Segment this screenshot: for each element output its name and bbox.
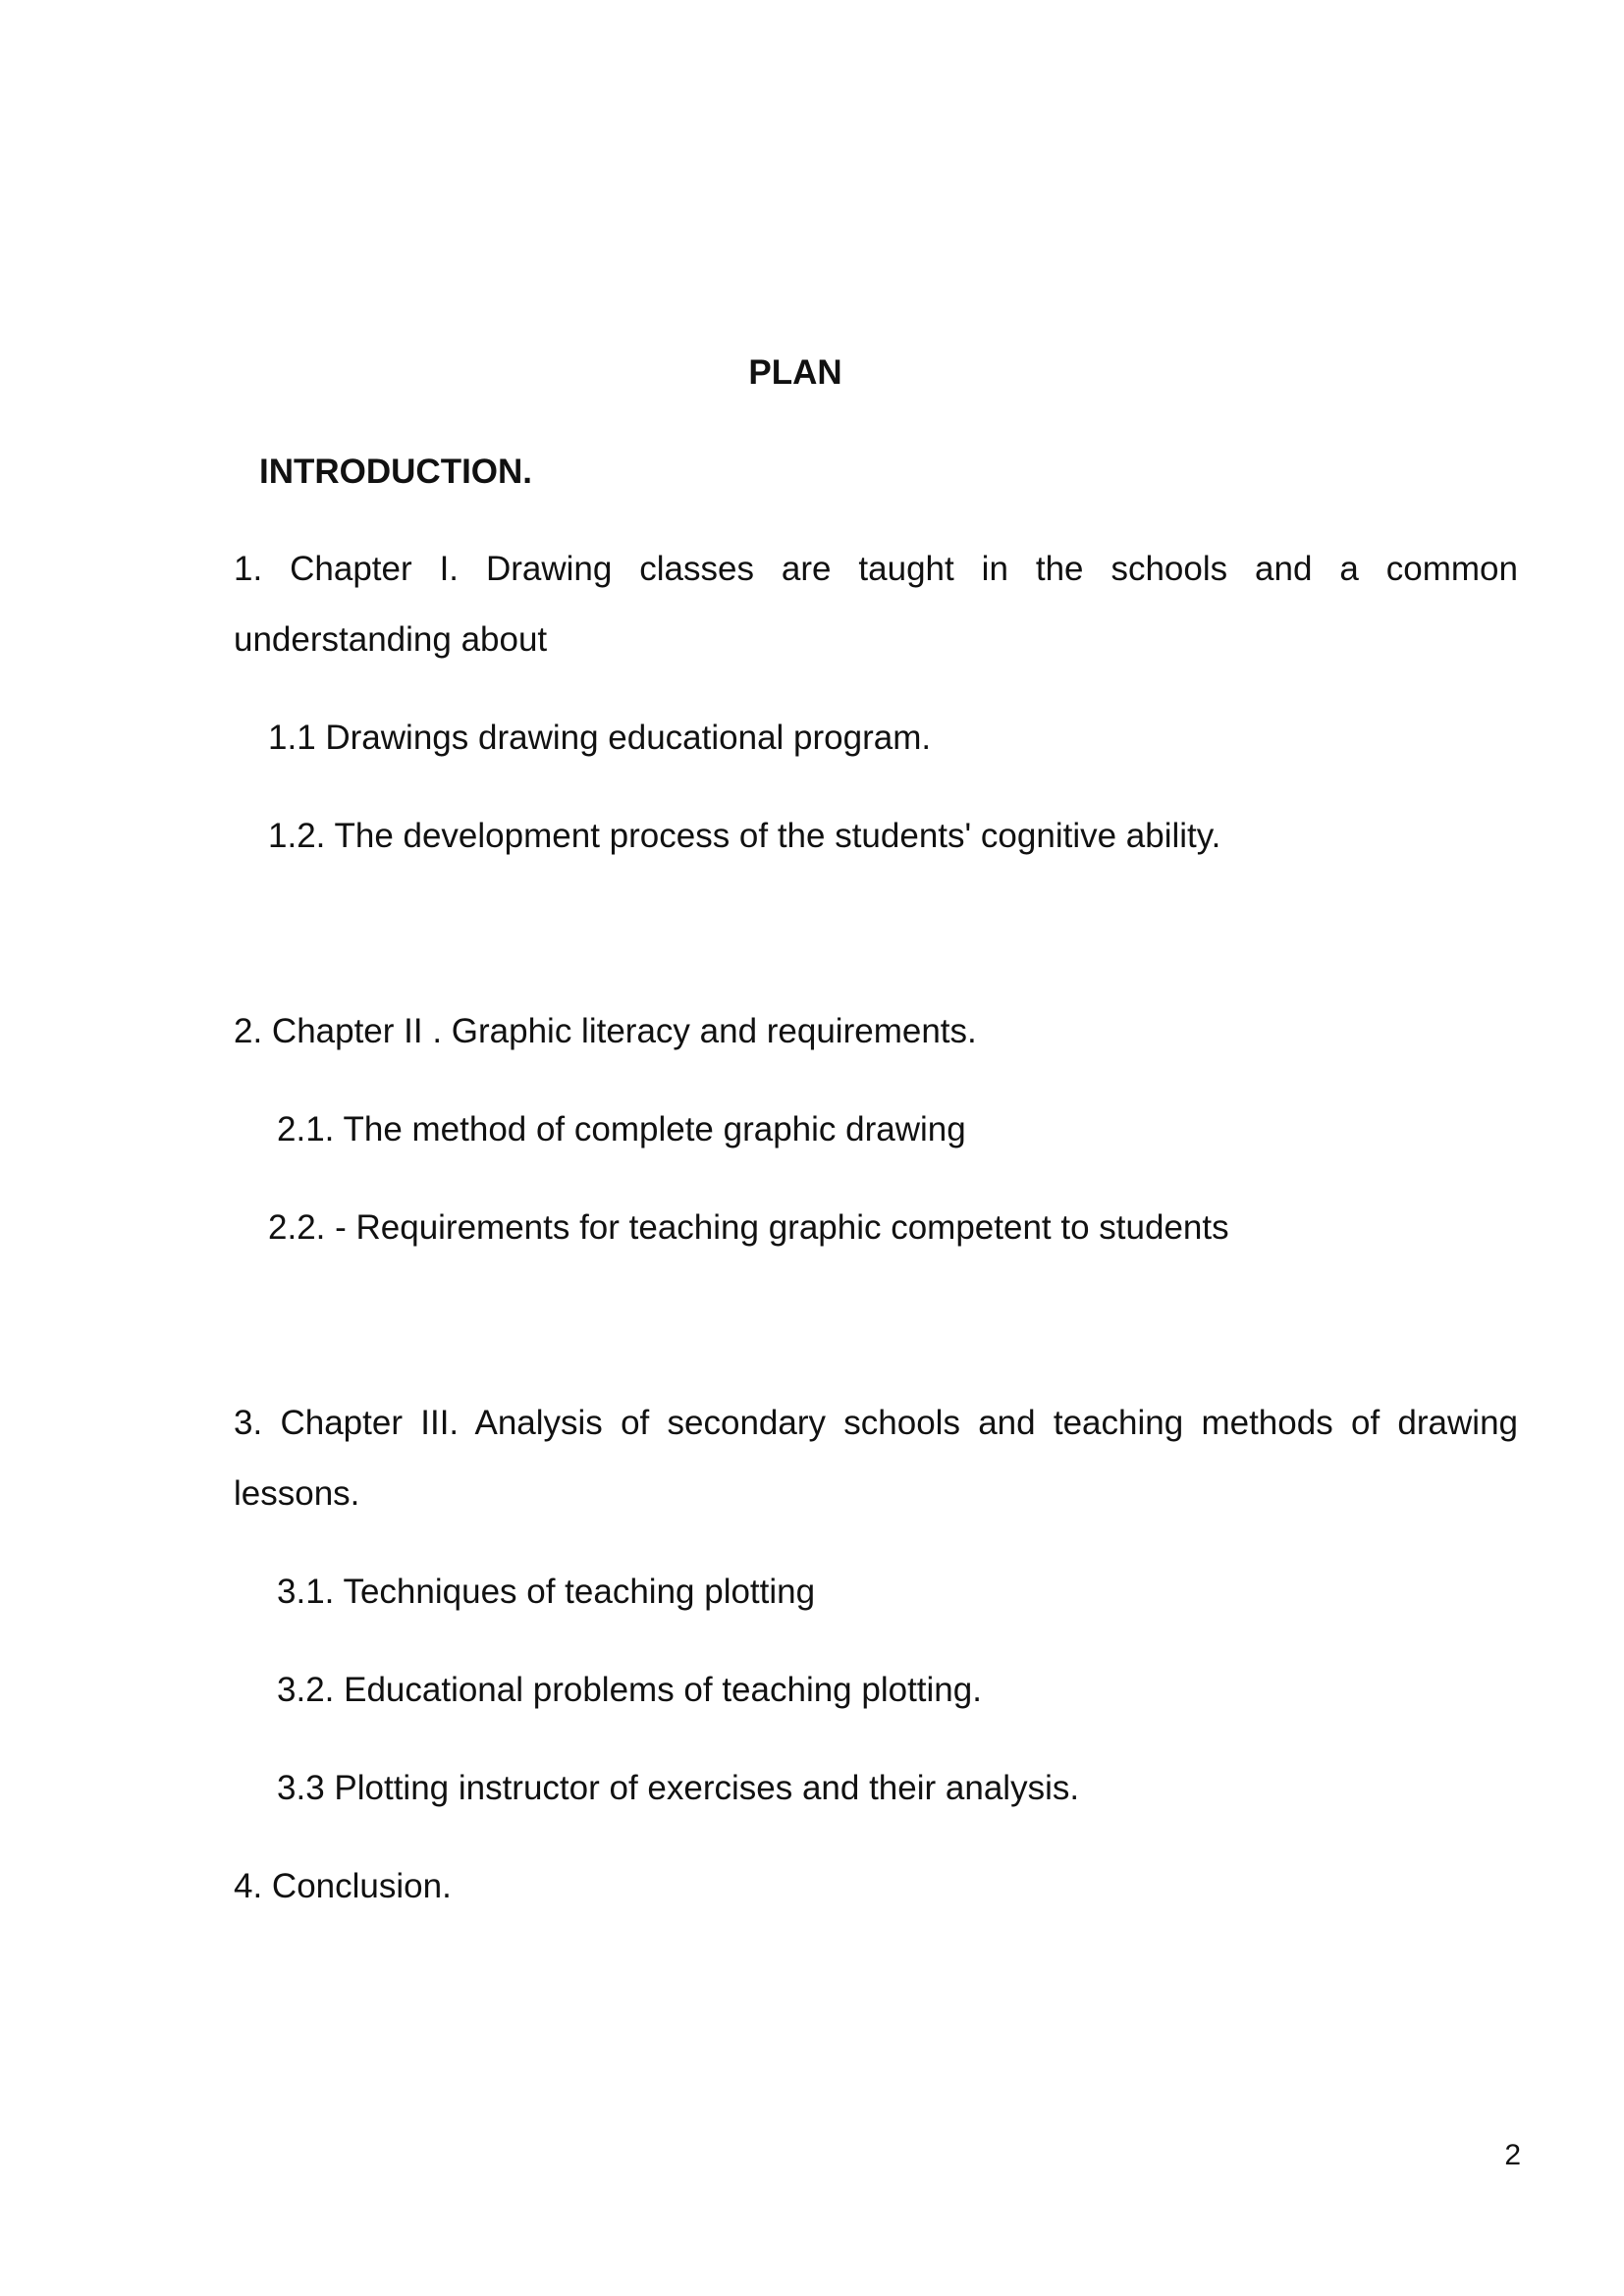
chapter-2-heading: 2. Chapter II . Graphic literacy and requirements. [234,1012,977,1050]
chapter-1-heading-line-2: understanding about [234,620,548,659]
chapter-3-heading-line-2: lessons. [234,1474,360,1513]
conclusion-heading: 4. Conclusion. [234,1867,452,1905]
section-2-2: 2.2. - Requirements for teaching graphic competent to students [268,1208,1229,1247]
section-1-2: 1.2. The development process of the students' cognitive ability. [268,817,1221,855]
chapter-1-heading-line-1: 1. Chapter I. Drawing classes are taught in the schools and a common [234,550,1518,588]
chapter-3-heading-line-1: 3. Chapter III. Analysis of secondary schools and teaching methods of drawing [234,1404,1518,1442]
plan-title: PLAN [748,353,842,392]
page-number: 2 [1504,2139,1521,2171]
section-1-1: 1.1 Drawings drawing educational program. [268,719,932,757]
section-3-2: 3.2. Educational problems of teaching plotting. [277,1671,982,1709]
section-3-3: 3.3 Plotting instructor of exercises and their analysis. [277,1769,1080,1807]
introduction-heading: INTRODUCTION. [259,453,533,491]
section-2-1: 2.1. The method of complete graphic drawing [277,1110,966,1148]
section-3-1: 3.1. Techniques of teaching plotting [277,1573,816,1611]
